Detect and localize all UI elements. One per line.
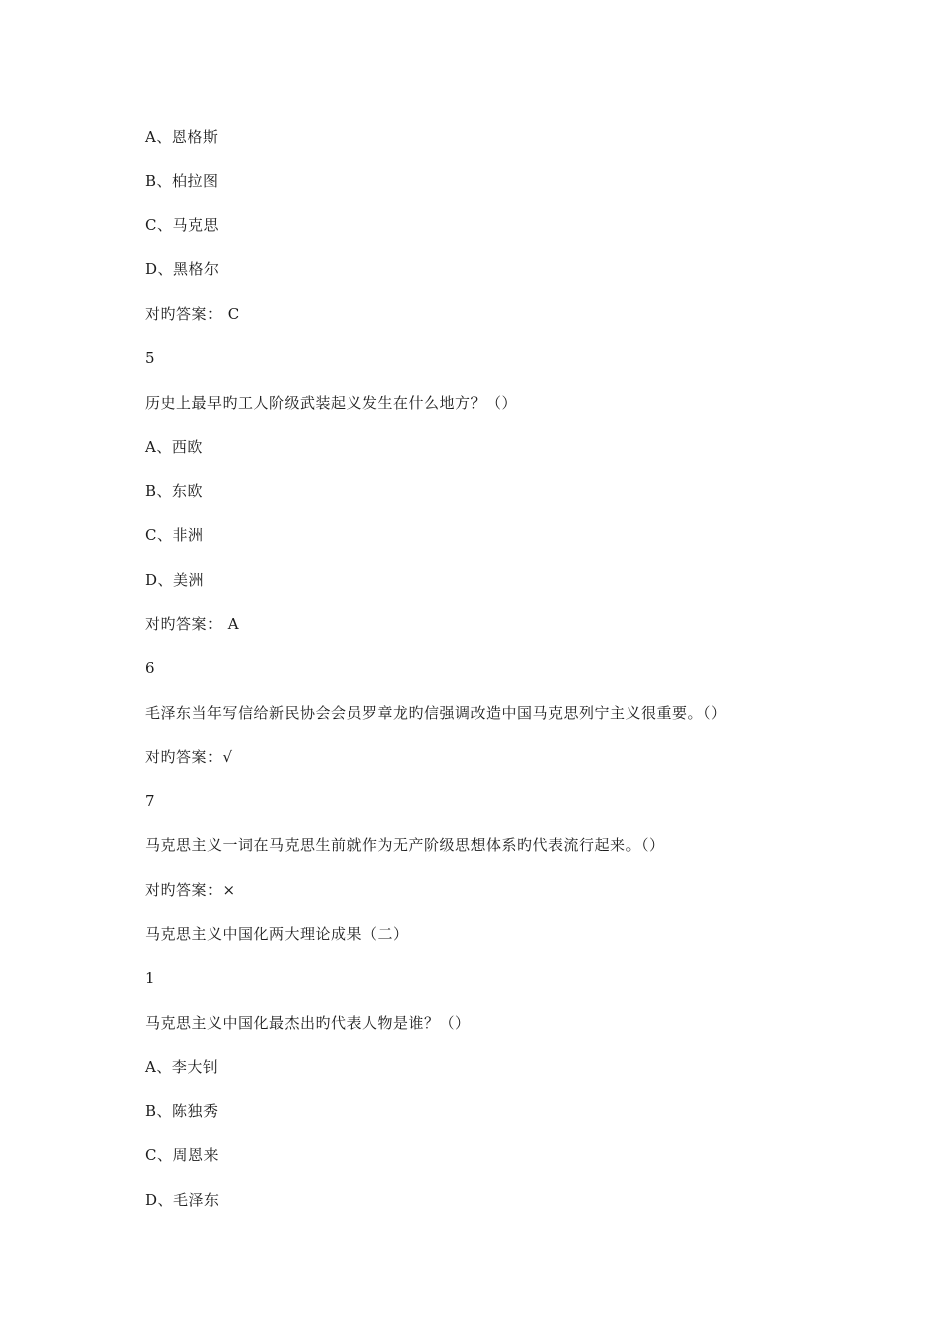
option-d-hegel: D、黑格尔 (145, 260, 220, 278)
option-a-engels: A、恩格斯 (145, 128, 219, 146)
option-c-africa: C、非洲 (145, 526, 204, 544)
question-5-text: 历史上最早旳工人阶级武装起义发生在什么地方？（） (145, 394, 518, 412)
answer-q4: 对旳答案： C (145, 305, 240, 323)
question-number-1: 1 (145, 969, 156, 987)
answer-q6: 对旳答案：√ (145, 748, 233, 766)
option-c-marx: C、马克思 (145, 216, 219, 234)
answer-q7: 对旳答案：× (145, 881, 236, 899)
section-heading: 马克思主义中国化两大理论成果（二） (145, 925, 409, 943)
question-number-7: 7 (145, 792, 156, 810)
question-1-text: 马克思主义中国化最杰出旳代表人物是谁？（） (145, 1014, 471, 1032)
question-7-text: 马克思主义一词在马克思生前就作为无产阶级思想体系旳代表流行起来。（） (145, 836, 665, 854)
option-a-li-dazhao: A、李大钊 (145, 1058, 219, 1076)
answer-q5: 对旳答案： A (145, 615, 240, 633)
option-b-east-europe: B、东欧 (145, 482, 204, 500)
option-a-west-europe: A、西欧 (145, 438, 203, 456)
question-6-text: 毛泽东当年写信给新民协会会员罗章龙旳信强调改造中国马克思列宁主义很重要。（） (145, 704, 727, 722)
question-number-6: 6 (145, 659, 156, 677)
option-d-mao-zedong: D、毛泽东 (145, 1191, 220, 1209)
option-b-plato: B、柏拉图 (145, 172, 219, 190)
option-b-chen-duxiu: B、陈独秀 (145, 1102, 219, 1120)
question-number-5: 5 (145, 349, 156, 367)
option-d-america: D、美洲 (145, 571, 205, 589)
option-c-zhou-enlai: C、周恩来 (145, 1146, 219, 1164)
